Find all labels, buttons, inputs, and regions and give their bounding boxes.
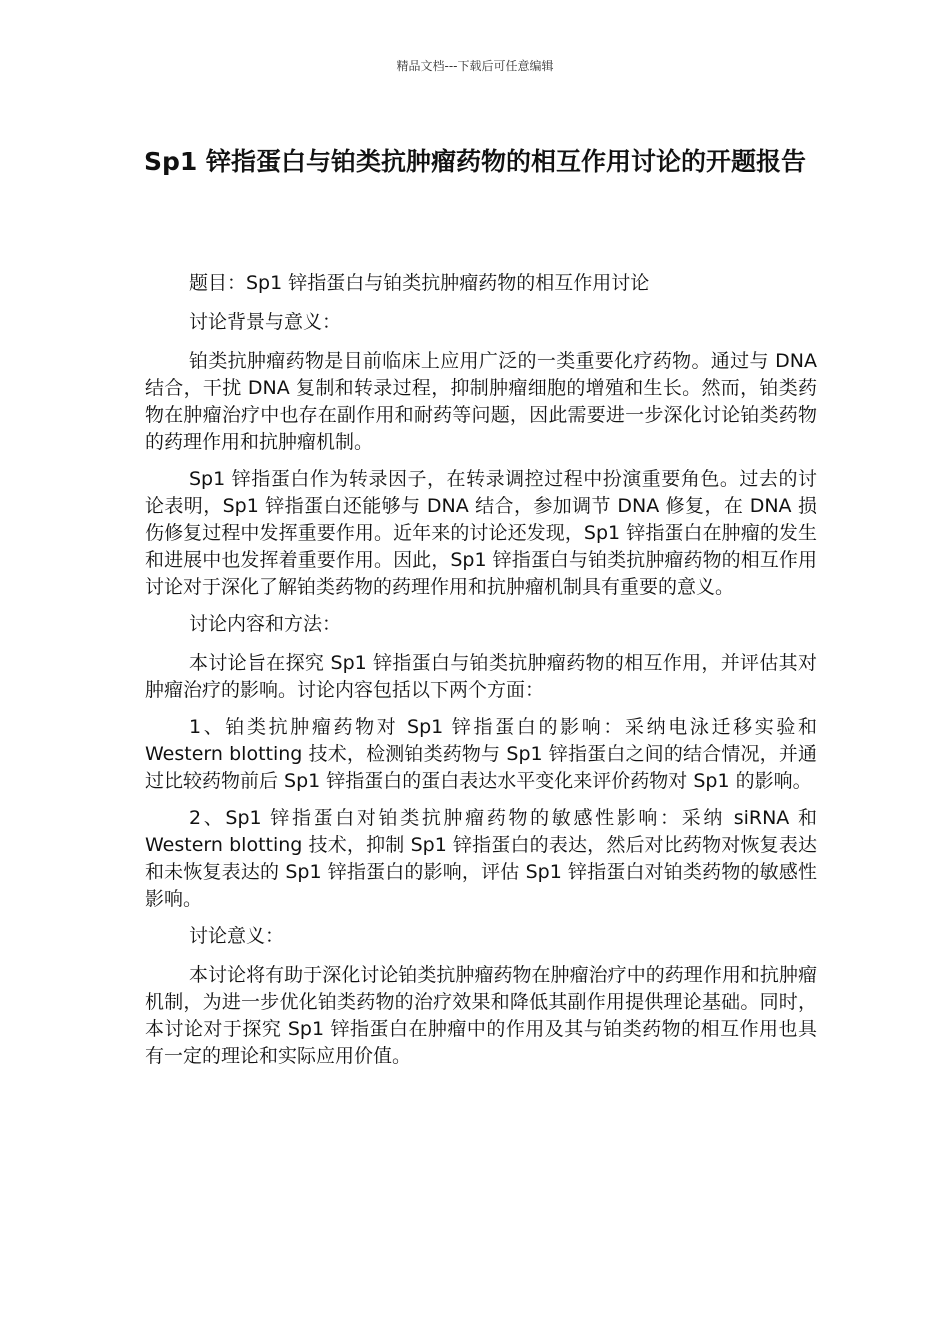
body-paragraph: Sp1 锌指蛋白作为转录因子，在转录调控过程中扮演重要角色。过去的讨论表明，Sp1 锌指蛋白还能够与 DNA 结合，参加调节 DNA 修复，在 DNA 损伤修复过程中发挥重要作用。近年来的讨论还发现，Sp1 锌指蛋白在肿瘤的发生和进展中也发挥着重要作用。因此，Sp1 锌指蛋白与铂类抗肿瘤药物的相互作用讨论对于深化了解铂类药物的药理作用和抗肿瘤机制具有重要的意义。: [145, 468, 817, 598]
list-item-paragraph: 1、铂类抗肿瘤药物对 Sp1 锌指蛋白的影响：采纳电泳迁移实验和 Western blotting 技术，检测铂类药物与 Sp1 锌指蛋白之间的结合情况，并通过比较药物前后 Sp1 锌指蛋白的蛋白表达水平变化来评价药物对 Sp1 的影响。: [145, 716, 817, 792]
section-heading-methods: 讨论内容和方法：: [189, 613, 342, 635]
document-title: Sp1 锌指蛋白与铂类抗肿瘤药物的相互作用讨论的开题报告: [143, 147, 806, 176]
topic-paragraph: 题目：Sp1 锌指蛋白与铂类抗肿瘤药物的相互作用讨论: [189, 272, 650, 294]
body-paragraph: 本讨论将有助于深化讨论铂类抗肿瘤药物在肿瘤治疗中的药理作用和抗肿瘤机制，为进一步优化铂类药物的治疗效果和降低其副作用提供理论基础。同时，本讨论对于探究 Sp1 锌指蛋白在肿瘤中的作用及其与铂类药物的相互作用也具有一定的理论和实际应用价值。: [145, 964, 817, 1067]
section-heading-significance: 讨论意义：: [189, 925, 285, 947]
section-heading-background: 讨论背景与意义：: [189, 311, 342, 333]
document-body: [145, 270, 817, 1080]
body-paragraph: 本讨论旨在探究 Sp1 锌指蛋白与铂类抗肿瘤药物的相互作用，并评估其对肿瘤治疗的影响。讨论内容包括以下两个方面：: [145, 652, 817, 701]
list-item-paragraph: 2、Sp1 锌指蛋白对铂类抗肿瘤药物的敏感性影响：采纳 siRNA 和 Western blotting 技术，抑制 Sp1 锌指蛋白的表达，然后对比药物对恢复表达和未恢复表达的 Sp1 锌指蛋白的影响，评估 Sp1 锌指蛋白对铂类药物的敏感性影响。: [145, 807, 817, 910]
body-paragraph: 铂类抗肿瘤药物是目前临床上应用广泛的一类重要化疗药物。通过与 DNA 结合，干扰 DNA 复制和转录过程，抑制肿瘤细胞的增殖和生长。然而，铂类药物在肿瘤治疗中也存在副作用和耐药等问题，因此需要进一步深化讨论铂类药物的药理作用和抗肿瘤机制。: [145, 350, 817, 453]
page-header: 精品文档---下载后可任意编辑: [396, 59, 554, 73]
